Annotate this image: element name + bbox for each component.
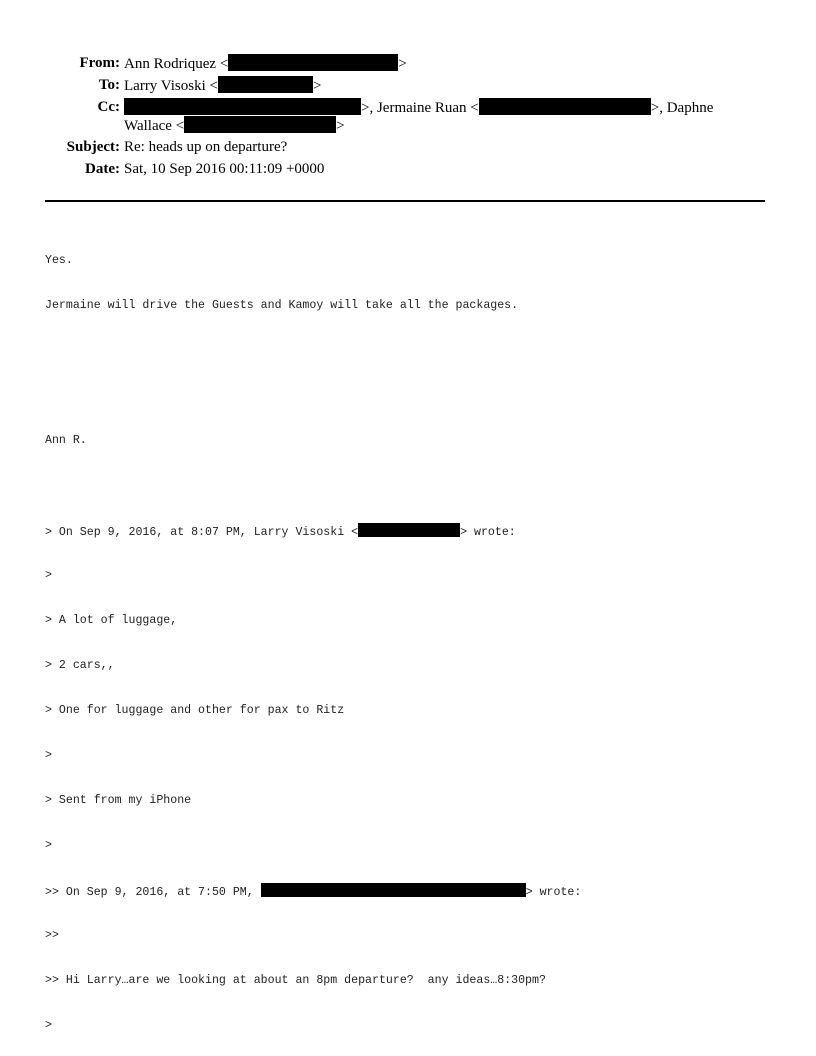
blank-line	[45, 343, 581, 358]
redaction-block	[228, 54, 398, 71]
date-label: Date:	[85, 161, 120, 177]
quote-line: > One for luggage and other for pax to Ritz	[45, 704, 345, 717]
redaction-block	[184, 116, 336, 133]
nested-quote-attribution: >> On Sep 9, 2016, at 7:50 PM,	[45, 886, 261, 899]
subject-value: Re: heads up on departure?	[124, 139, 288, 155]
to-name: Larry Visoski	[124, 78, 206, 94]
quote-attribution-end: > wrote:	[460, 526, 516, 539]
quote-line: >	[45, 569, 52, 582]
body-line: Jermaine will drive the Guests and Kamoy will take all the packages.	[45, 299, 519, 312]
to-label: To:	[98, 77, 120, 93]
nested-quote-attribution-end: > wrote:	[525, 886, 582, 899]
cc-name-1: Jermaine Ruan	[376, 100, 467, 116]
quote-line	[45, 883, 581, 898]
from-label: From:	[79, 55, 120, 71]
from-name: Ann Rodriquez	[124, 56, 217, 72]
body-line: Yes.	[45, 254, 73, 267]
cc-value: >, Jermaine Ruan < >, Daphne	[124, 98, 713, 117]
redaction-block	[479, 98, 651, 115]
redaction-block	[124, 98, 361, 115]
cc-value-continued: Wallace < >	[124, 118, 345, 134]
cc-name-2a: Daphne	[666, 100, 714, 116]
redaction-block	[261, 883, 526, 897]
quote-line	[45, 523, 581, 538]
quote-line: >>	[45, 929, 59, 942]
quote-line: >> Hi Larry…are we looking at about an 8pm departure? any ideas…8:30pm?	[45, 974, 546, 987]
quote-attribution: > On Sep 9, 2016, at 8:07 PM, Larry Visoski <	[45, 526, 359, 539]
signature: Ann R.	[45, 434, 87, 447]
cc-label: Cc:	[97, 99, 120, 115]
quote-line: >	[45, 839, 52, 852]
quote-line: > 2 cars,,	[45, 659, 115, 672]
to-value: Larry Visoski < >	[124, 78, 322, 94]
header-divider	[45, 200, 765, 202]
blank-line	[45, 388, 581, 403]
date-value: Sat, 10 Sep 2016 00:11:09 +0000	[124, 161, 325, 177]
email-body	[45, 223, 581, 1048]
blank-line	[45, 478, 581, 493]
from-value: Ann Rodriquez < >	[124, 56, 407, 72]
redaction-block	[218, 76, 313, 93]
quote-line: >	[45, 1019, 52, 1032]
redaction-block	[358, 523, 460, 537]
subject-label: Subject:	[66, 139, 120, 155]
quote-line: > Sent from my iPhone	[45, 794, 192, 807]
cc-name-2b: Wallace	[124, 118, 172, 134]
quote-line: > A lot of luggage,	[45, 614, 178, 627]
quote-line: >	[45, 749, 52, 762]
